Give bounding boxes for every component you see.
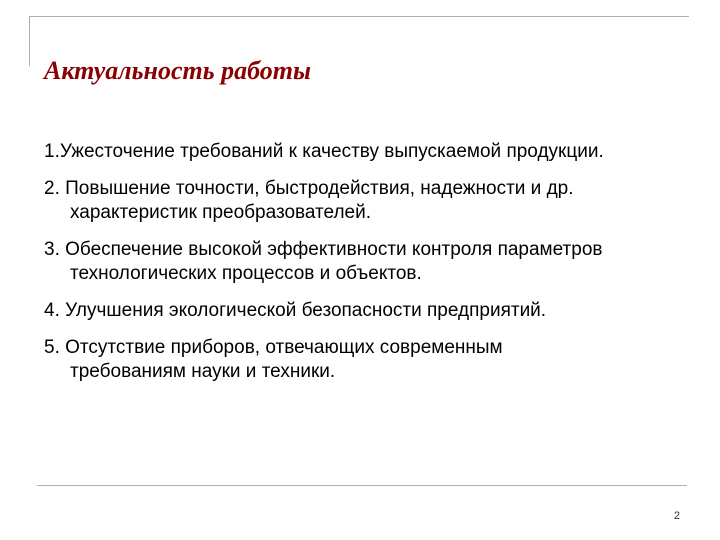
list-item-continuation: характеристик преобразователей. (70, 202, 372, 223)
list-item-text: 5. Отсутствие приборов, отвечающих современным (44, 337, 503, 358)
top-divider-line (29, 16, 689, 17)
list-item-text: 3. Обеспечение высокой эффективности контроля параметров (44, 239, 603, 260)
list-item-4 (44, 299, 694, 323)
list-item-continuation: требованиям науки и техники. (70, 361, 336, 382)
slide-body-list (44, 140, 694, 397)
list-item-continuation: технологических процессов и объектов. (70, 263, 422, 284)
list-item-3 (44, 238, 694, 286)
list-item-1 (44, 140, 694, 164)
slide-title: Актуальность работы (44, 56, 311, 85)
page-number: 2 (673, 510, 680, 522)
left-divider-line (29, 16, 30, 66)
list-item-text: 4. Улучшения экологической безопасности предприятий. (44, 300, 547, 321)
bottom-divider-line (37, 485, 687, 486)
list-item-text: 1.Ужесточение требований к качеству выпускаемой продукции. (44, 141, 604, 162)
list-item-5 (44, 336, 694, 384)
list-item-2 (44, 177, 694, 225)
list-item-text: 2. Повышение точности, быстродействия, надежности и др. (44, 178, 574, 199)
